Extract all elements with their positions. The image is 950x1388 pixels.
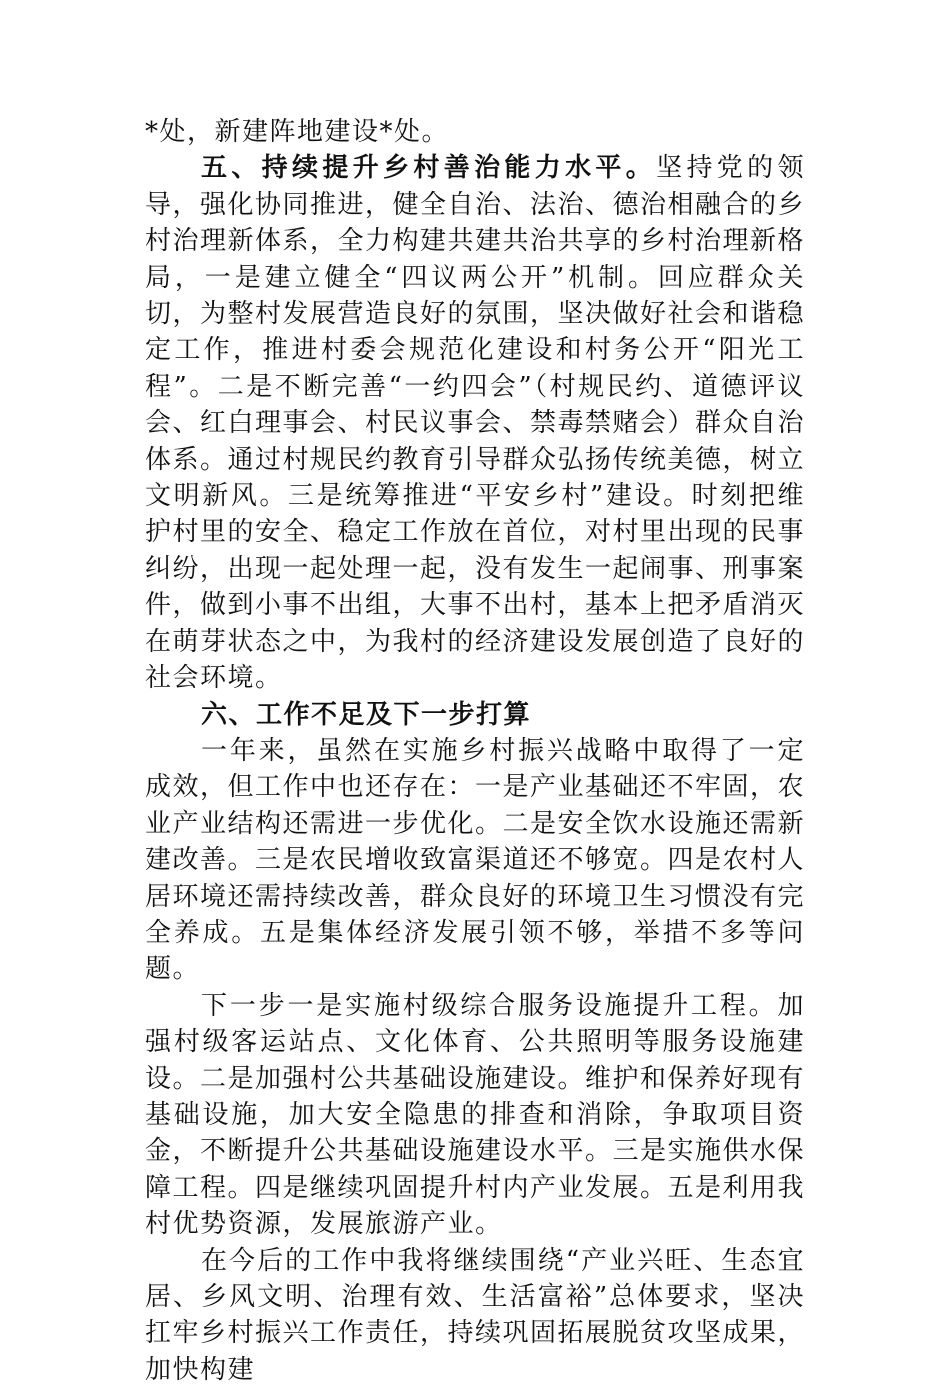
paragraph-next-steps: 下一步一是实施村级综合服务设施提升工程。加强村级客运站点、文化体育、公共照明等服务设施建设。二是加强村公共基础设施建设。维护和保养好现有基础设施，加大安全隐患的排查和消除，争取项目资金，不断提升公共基础设施建设水平。三是实施供水保障工程。四是继续巩固提升村内产业发展。五是利用我村优势资源，发展旅游产业。 (145, 990, 806, 1240)
paragraph-shortcomings: 一年来，虽然在实施乡村振兴战略中取得了一定成效，但工作中也还存在：一是产业基础还不牢固，农业产业结构还需进一步优化。二是安全饮水设施还需新建改善。三是农民增收致富渠道还不够宽。四是农村人居环境还需持续改善，群众良好的环境卫生习惯没有完全养成。五是集体经济发展引领不够，举措不多等问题。 (145, 735, 806, 985)
section-6-heading: 六、工作不足及下一步打算 (201, 699, 532, 730)
section-5-heading: 五、持续提升乡村善治能力水平。 (201, 153, 657, 184)
paragraph-future-work: 在今后的工作中我将继续围绕“产业兴旺、生态宜居、乡风文明、治理有效、生活富裕”总体要求，坚决扛牢乡村振兴工作责任，持续巩固拓展脱贫攻坚成果，加快构建 (145, 1245, 806, 1385)
paragraph-continuation: *处，新建阵地建设*处。 (145, 117, 450, 147)
document-body (145, 114, 805, 1388)
paragraph-section-5 (145, 150, 805, 696)
section-5-body: 坚持党的领导，强化协同推进，健全自治、法治、德治相融合的乡村治理新体系，全力构建共建共治共享的乡村治理新格局，一是建立健全“四议两公开”机制。回应群众关切，为整村发展营造良好的氛围，坚决做好社会和谐稳定工作，推进村委会规范化建设和村务公开“阳光工程”。二是不断完善“一约四会”（村规民约、道德评议会、红白理事会、村民议事会、禁毒禁赌会）群众自治体系。通过村规民约教育引导群众弘扬传统美德，树立文明新风。三是统筹推进“平安乡村”建设。时刻把维护村里的安全、稳定工作放在首位，对村里出现的民事纠纷，出现一起处理一起，没有发生一起闹事、刑事案件，做到小事不出组，大事不出村，基本上把矛盾消灭在萌芽状态之中，为我村的经济建设发展创造了良好的社会环境。 (145, 153, 806, 694)
